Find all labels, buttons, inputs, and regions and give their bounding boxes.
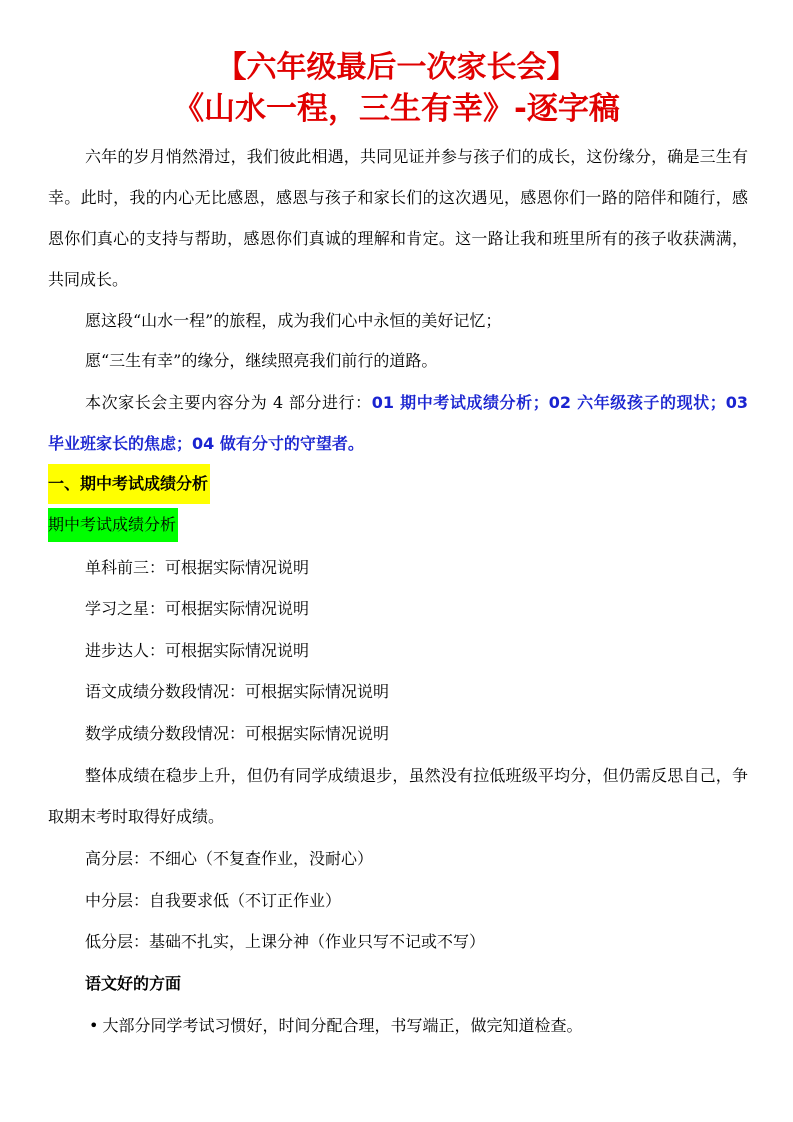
bullet-icon: • — [89, 1016, 99, 1035]
agenda-paragraph — [48, 382, 748, 464]
document-title-line-2: 《山水一程，三生有幸》-逐字稿 — [173, 91, 620, 127]
wish-paragraph-2: 愿“三生有幸”的缘分，继续照亮我们前行的道路。 — [85, 351, 438, 370]
result-line-math-scores: 数学成绩分数段情况：可根据实际情况说明 — [85, 724, 390, 743]
highlight-label-exam-analysis: 期中考试成绩分析 — [48, 508, 178, 542]
agenda-items: 01 期中考试成绩分析；02 六年级孩子的现状；03 毕业班家长的焦虑；04 做有分寸的守望者。 — [48, 393, 748, 453]
bullet-item — [89, 1014, 582, 1038]
result-line-top-three: 单科前三：可根据实际情况说明 — [85, 558, 310, 577]
result-line-progress: 进步达人：可根据实际情况说明 — [85, 641, 310, 660]
level-line-low: 低分层：基础不扎实，上课分神（作业只写不记或不写） — [85, 932, 486, 951]
intro-paragraph: 六年的岁月悄然滑过，我们彼此相遇，共同见证并参与孩子们的成长，这份缘分，确是三生有幸。此时，我的内心无比感恩，感恩与孩子和家长们的这次遇见，感恩你们一路的陪伴和随行，感恩你们真心的支持与帮助，感恩你们真诚的理解和肯定。这一路让我和班里所有的孩子收获满满，共同成长。 — [48, 147, 748, 289]
wish-paragraph-1: 愿这段“山水一程”的旅程，成为我们心中永恒的美好记忆； — [85, 311, 502, 330]
document-title-line-1: 【六年级最后一次家长会】 — [216, 50, 577, 85]
level-line-high: 高分层：不细心（不复查作业，没耐心） — [85, 849, 374, 868]
bullet-text: 大部分同学考试习惯好，时间分配合理，书写端正，做完知道检查。 — [102, 1016, 583, 1035]
section-heading-exam-analysis: 一、期中考试成绩分析 — [48, 464, 210, 504]
result-line-chinese-scores: 语文成绩分数段情况：可根据实际情况说明 — [85, 682, 390, 701]
subheading-chinese-strengths: 语文好的方面 — [85, 974, 182, 993]
agenda-prefix: 本次家长会主要内容分为 4 部分进行： — [85, 393, 372, 412]
summary-paragraph: 整体成绩在稳步上升，但仍有同学成绩退步，虽然没有拉低班级平均分，但仍需反思自己，争取期末考时取得好成绩。 — [48, 766, 748, 826]
result-line-study-star: 学习之星：可根据实际情况说明 — [85, 599, 310, 618]
level-line-middle: 中分层：自我要求低（不订正作业） — [85, 891, 342, 910]
